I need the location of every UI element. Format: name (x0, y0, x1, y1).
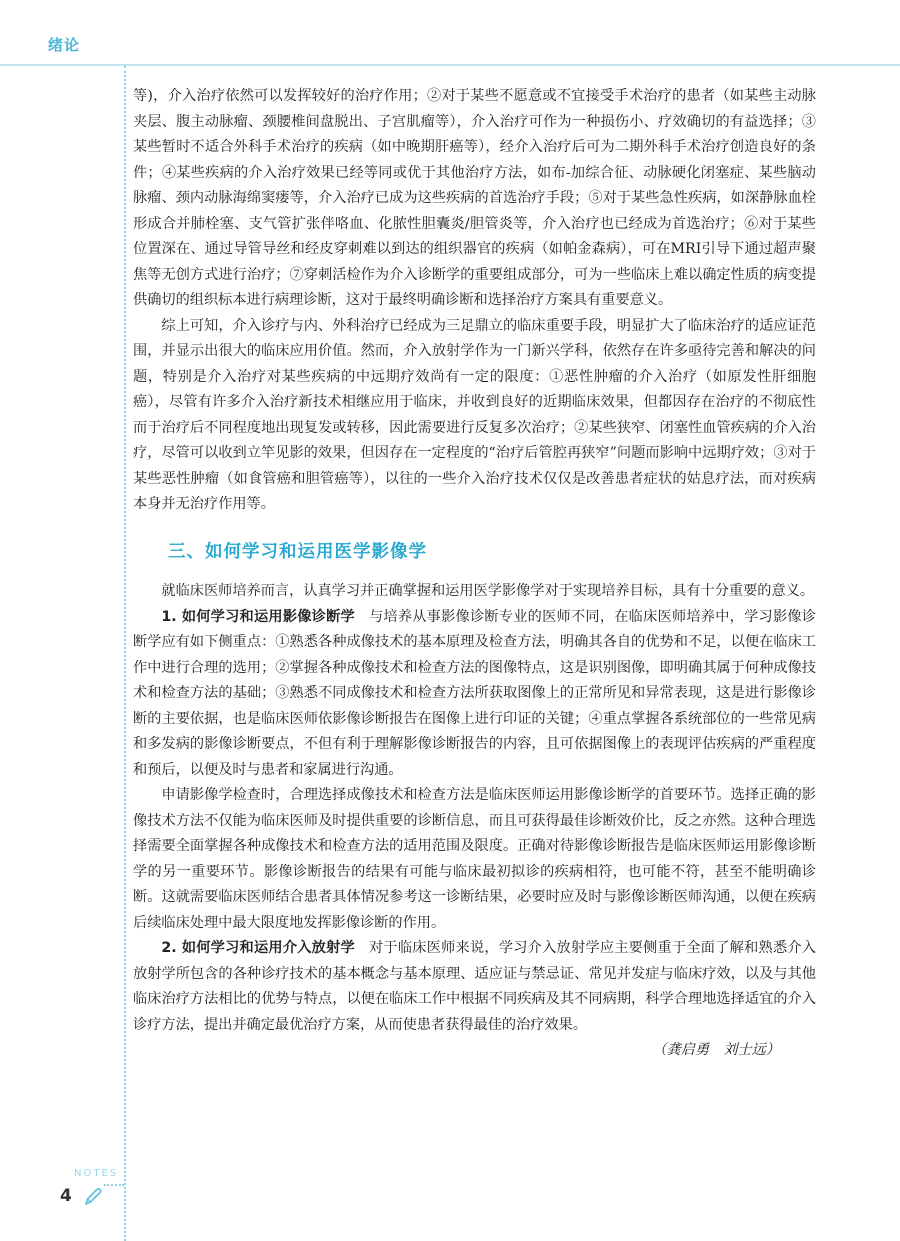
chapter-label: 绪论 (48, 36, 81, 54)
paragraph-continued: 等)，介入治疗依然可以发挥较好的治疗作用；②对于某些不愿意或不宜接受手术治疗的患者（如某些主动脉夹层、腹主动脉瘤、颈腰椎间盘脱出、子宫肌瘤等），介入治疗可作为一种损伤小、疗效确切的有益选择；③某些暂时不适合外科手术治疗的疾病（如中晚期肝癌等），经介入治疗后可为二期外科手术治疗创造良好的条件；④某些疾病的介入治疗效果已经等同或优于其他治疗方法，如布-加综合征、动脉硬化闭塞症、某些脑动脉瘤、颈内动脉海绵窦瘘等，介入治疗已成为这些疾病的首选治疗手段；⑤对于某些急性疾病，如深静脉血栓形成合并肺栓塞、支气管扩张伴咯血、化脓性胆囊炎/胆管炎等，介入治疗也已经成为首选治疗；⑥对于某些位置深在、通过导管导丝和经皮穿刺难以到达的组织器官的疾病（如帕金森病），可在MRI引导下通过超声聚焦等无创方式进行治疗；⑦穿刺活检作为介入诊断学的重要组成部分，可为一些临床上难以确定性质的病变提供确切的组织标本进行病理诊断，这对于最终明确诊断和选择治疗方案具有重要意义。 (133, 88, 816, 308)
subsection-heading-diagnosis: 1. 如何学习和运用影像诊断学 (161, 608, 355, 625)
subsection-diagnosis (133, 605, 816, 784)
paragraph-summary: 综上可知，介入诊疗与内、外科治疗已经成为三足鼎立的临床重要手段，明显扩大了临床治疗的适应证范围，并显示出很大的临床应用价值。然而，介入放射学作为一门新兴学科，依然存在许多亟待完善和解决的问题，特别是介入治疗对某些疾病的中远期疗效尚有一定的限度：①恶性肿瘤的介入治疗（如原发性肝细胞癌），尽管有许多介入治疗新技术相继应用于临床，并收到良好的近期临床效果，但都因存在治疗的不彻底性而于治疗后不同程度地出现复发或转移，因此需要进行反复多次治疗；②某些狭窄、闭塞性血管疾病的介入治疗，尽管可以收到立竿见影的效果，但因存在一定程度的“治疗后管腔再狭窄”问题而影响中远期疗效；③对于某些恶性肿瘤（如食管癌和胆管癌等），以往的一些介入治疗技术仅仅是改善患者症状的姑息疗法，而对疾病本身并无治疗作用等。 (133, 317, 816, 512)
page-body (133, 84, 816, 1064)
section-intro: 就临床医师培养而言，认真学习并正确掌握和运用医学影像学对于实现培养目标，具有十分重要的意义。 (161, 583, 815, 599)
authors-signature: （龚启勇 刘士远） (652, 1042, 780, 1058)
page-number: 4 (60, 1186, 72, 1206)
subsection-text-diagnosis: 与培养从事影像诊断专业的医师不同，在临床医师培养中，学习影像诊断学应有如下侧重点：①熟悉各种成像技术的基本原理及检查方法，明确其各自的优势和不足，以便在临床工作中进行合理的选用；②掌握各种成像技术和检查方法的图像特点，这是识别图像，即明确其属于何种成像技术和检查方法的基础；③熟悉不同成像技术和检查方法所获取图像上的正常所见和异常表现，这是进行影像诊断的主要依据，也是临床医师依影像诊断报告在图像上进行印证的关键；④重点掌握各系统部位的一些常见病和多发病的影像诊断要点，不但有利于理解影像诊断报告的内容，且可依据图像上的表现评估疾病的严重程度和预后，以便及时与患者和家属进行沟通。 (133, 608, 816, 778)
notes-label: NOTES (74, 1168, 119, 1179)
notes-divider (104, 1184, 124, 1186)
section-title: 三、如何学习和运用医学影像学 (168, 541, 427, 562)
subsection-text-interventional: 对于临床医师来说，学习介入放射学应主要侧重于全面了解和熟悉介入放射学所包含的各种诊疗技术的基本概念与基本原理、适应证与禁忌证、常见并发症与临床疗效，以及与其他临床治疗方法相比的优势与特点，以便在临床工作中根据不同疾病及其不同病期，科学合理地选择适宜的介入诊疗方法，提出并确定最优治疗方案，从而使患者获得最佳的治疗效果。 (133, 940, 816, 1033)
subsection-interventional (133, 936, 816, 1038)
paragraph-apply: 申请影像学检查时，合理选择成像技术和检查方法是临床医师运用影像诊断学的首要环节。选择正确的影像技术方法不仅能为临床医师及时提供重要的诊断信息，而且可获得最佳诊断效价比，反之亦然。这种合理选择需要全面掌握各种成像技术和检查方法的适用范围及限度。正确对待影像诊断报告是临床医师运用影像诊断学的另一重要环节。影像诊断报告的结果有可能与临床最初拟诊的疾病相符，也可能不符，甚至不能明确诊断。这就需要临床医师结合患者具体情况参考这一诊断结果，必要时应及时与影像诊断医师沟通，以便在疾病后续临床处理中最大限度地发挥影像诊断的作用。 (133, 787, 816, 931)
pencil-icon (82, 1186, 104, 1208)
subsection-heading-interventional: 2. 如何学习和运用介入放射学 (161, 940, 355, 956)
notes-margin-divider (124, 66, 126, 1241)
header-divider (0, 64, 900, 66)
